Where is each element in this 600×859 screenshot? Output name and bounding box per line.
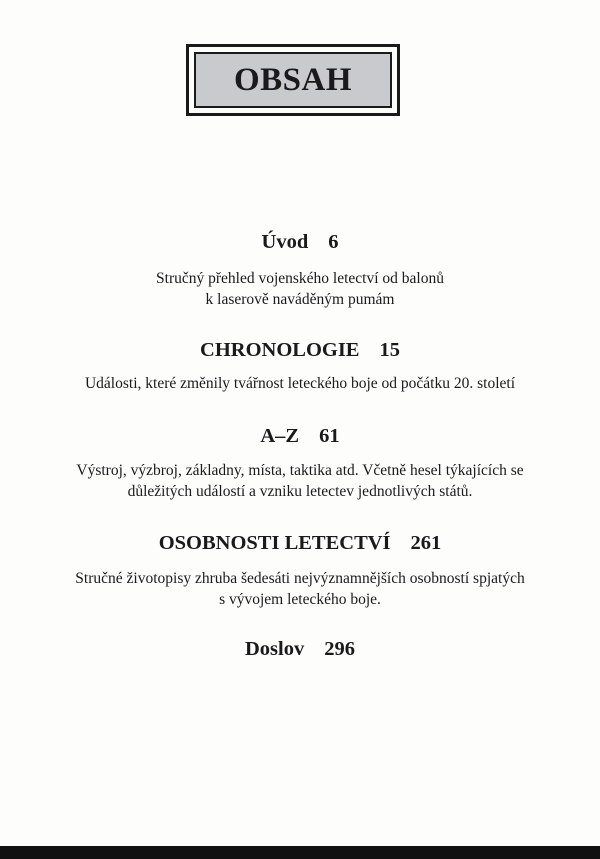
toc-heading-label: CHRONOLOGIE bbox=[200, 339, 360, 361]
toc-heading-label: Doslov bbox=[245, 638, 305, 660]
toc-heading bbox=[0, 531, 600, 555]
page-title: OBSAH bbox=[233, 61, 353, 98]
toc-description bbox=[0, 460, 600, 502]
toc-description-line: Události, které změnily tvářnost leteckého boje od počátku 20. století bbox=[84, 375, 515, 392]
toc-heading-label: A–Z bbox=[260, 425, 300, 447]
toc-heading-label: OSOBNOSTI LETECTVÍ bbox=[158, 532, 391, 554]
toc-entry-uvod bbox=[0, 230, 600, 310]
title-box bbox=[194, 52, 392, 108]
toc-heading bbox=[0, 637, 600, 661]
toc-page-number: 6 bbox=[328, 231, 339, 253]
toc-description bbox=[0, 568, 600, 610]
toc-heading-label: Úvod bbox=[261, 231, 309, 253]
toc-description-line: Stručné životopisy zhruba šedesáti nejvýznamnějších osobností spjatých bbox=[75, 570, 525, 587]
toc-description-line: Výstroj, výzbroj, základny, místa, taktika atd. Včetně hesel týkajících se bbox=[76, 462, 524, 479]
toc-page-number: 61 bbox=[319, 425, 340, 447]
toc-entry-chronologie bbox=[0, 338, 600, 394]
toc-heading bbox=[0, 424, 600, 448]
toc-page-number: 15 bbox=[379, 339, 400, 361]
toc-heading bbox=[0, 338, 600, 362]
page-bottom-edge bbox=[0, 846, 600, 859]
toc-entry-doslov bbox=[0, 637, 600, 661]
toc-entry-osobnosti-letectvi bbox=[0, 531, 600, 610]
toc-description-line: Stručný přehled vojenského letectví od balonů bbox=[156, 270, 444, 287]
toc-description bbox=[0, 373, 600, 394]
toc-description-line: s vývojem leteckého boje. bbox=[219, 591, 381, 608]
toc-description-line: k laserově naváděným pumám bbox=[205, 291, 395, 308]
toc-heading bbox=[0, 230, 600, 254]
toc-page-number: 261 bbox=[410, 532, 442, 554]
title-frame bbox=[186, 44, 400, 116]
toc-description bbox=[0, 268, 600, 310]
toc-description-line: důležitých událostí a vzniku letectev jednotlivých států. bbox=[127, 483, 473, 500]
toc-entry-a-z bbox=[0, 424, 600, 502]
toc-page-number: 296 bbox=[324, 638, 355, 660]
